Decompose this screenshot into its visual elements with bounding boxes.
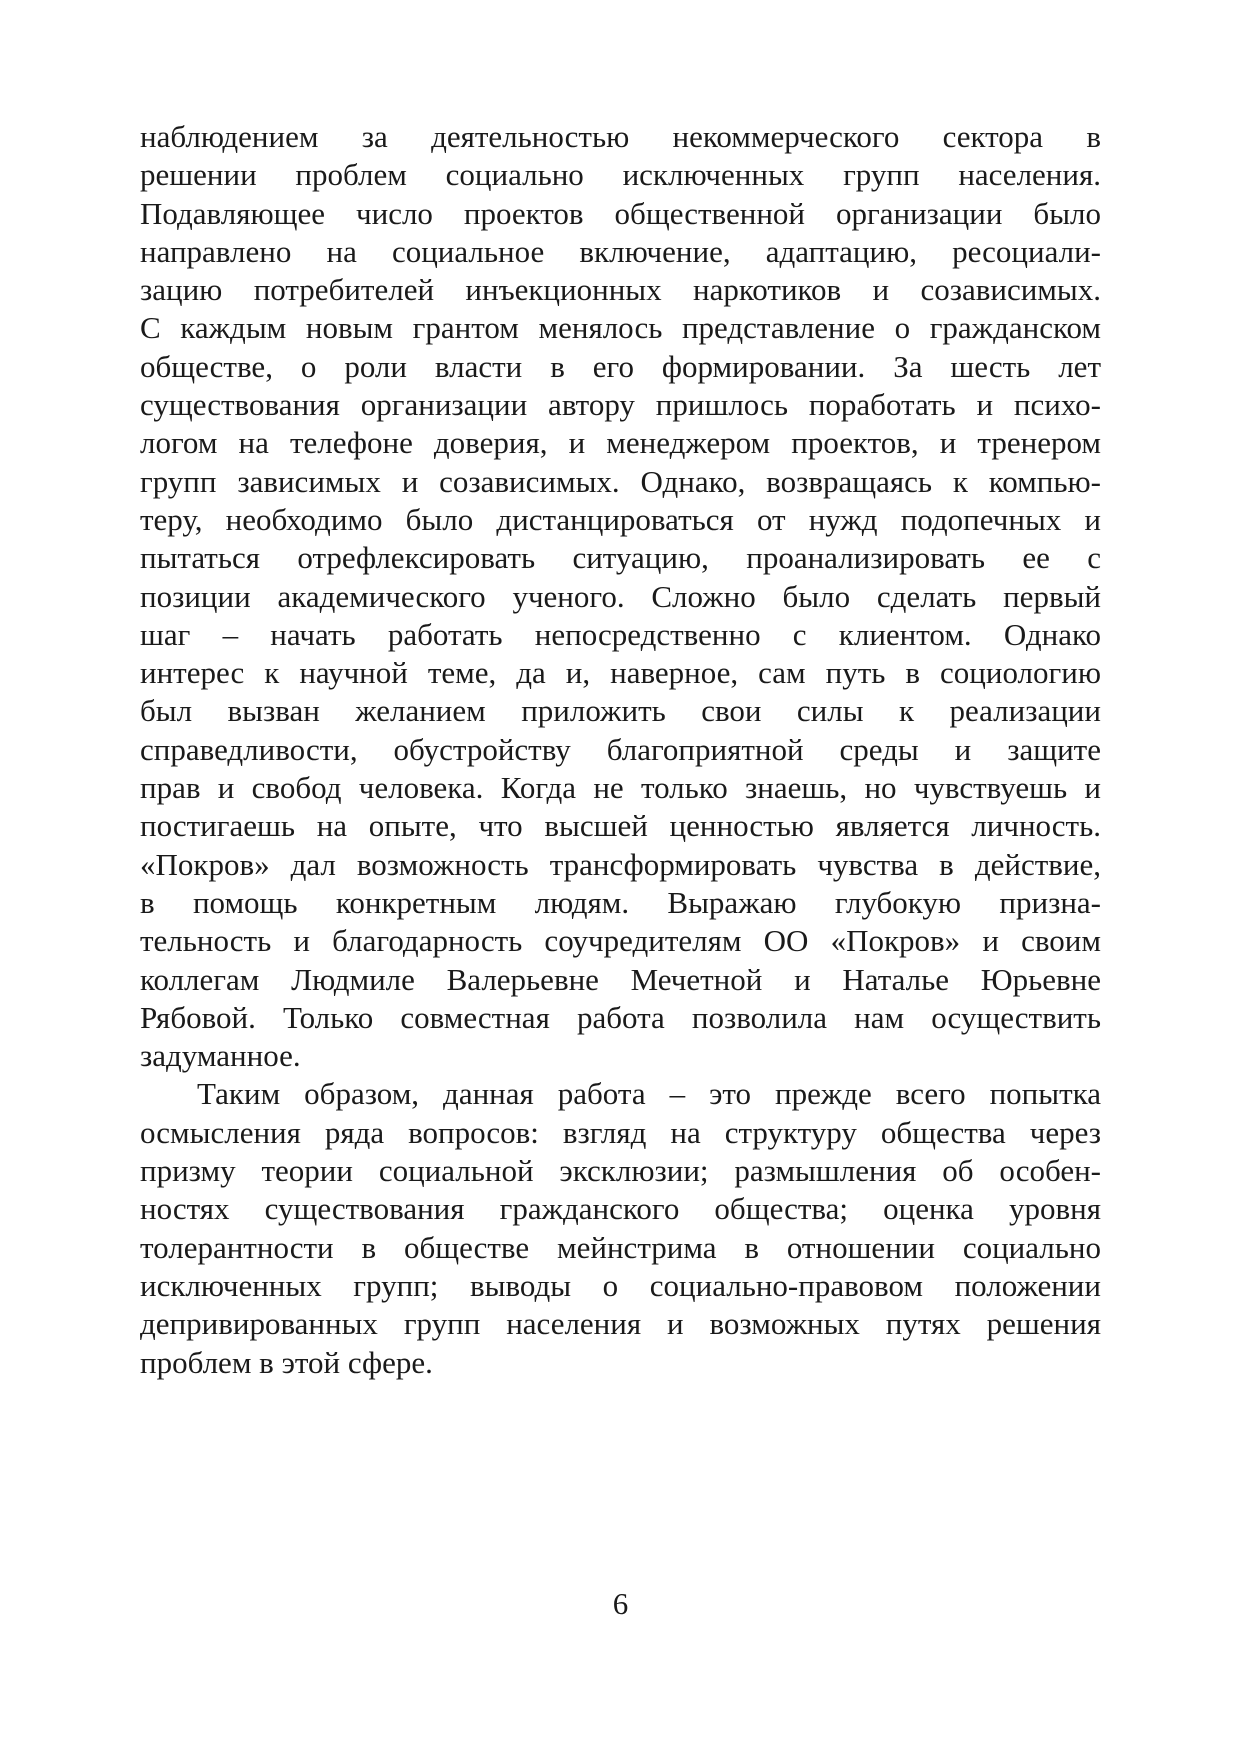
- text-line: толерантности в обществе мейнстрима в отношении социально: [140, 1229, 1101, 1265]
- text-line: существования организации автору пришлось поработать и психо-: [140, 387, 1101, 423]
- text-line: прав и свобод человека. Когда не только знаешь, но чувствуешь и: [140, 770, 1101, 806]
- text-line: позиции академического ученого. Сложно было сделать первый: [140, 578, 1101, 614]
- text-line: зацию потребителей инъекционных наркотиков и созависимых.: [140, 272, 1101, 308]
- text-line: наблюдением за деятельностью некоммерческого сектора в: [140, 119, 1101, 154]
- text-line: теру, необходимо было дистанцироваться от нужд подопечных и: [140, 501, 1101, 537]
- text-line: логом на телефоне доверия, и менеджером проектов, и тренером: [140, 425, 1101, 461]
- body-text: [140, 118, 1101, 1382]
- text-line: групп зависимых и созависимых. Однако, возвращаясь к компью-: [140, 463, 1101, 499]
- text-line: справедливости, обустройству благоприятной среды и защите: [140, 731, 1101, 767]
- page-number: 6: [612, 1586, 629, 1621]
- text-line: Таким образом, данная работа – это прежде всего попытка: [197, 1076, 1101, 1112]
- text-line: С каждым новым грантом менялось представление о гражданском: [140, 310, 1101, 346]
- text-line: интерес к научной теме, да и, наверное, сам путь в социологию: [140, 655, 1101, 691]
- text-line: был вызван желанием приложить свои силы к реализации: [140, 693, 1101, 729]
- text-line: проблем в этой сфере.: [140, 1344, 433, 1380]
- text-line: призму теории социальной эксклюзии; размышления об особен-: [140, 1153, 1101, 1189]
- paragraph-2: [140, 1075, 1101, 1381]
- text-line: коллегам Людмиле Валерьевне Мечетной и Наталье Юрьевне: [140, 961, 1101, 997]
- text-line: «Покров» дал возможность трансформировать чувства в действие,: [140, 846, 1101, 882]
- text-line: ностях существования гражданского общества; оценка уровня: [140, 1191, 1101, 1227]
- text-line: тельность и благодарность соучредителям ОО «Покров» и своим: [140, 923, 1101, 959]
- text-line: Рябовой. Только совместная работа позволила нам осуществить: [140, 999, 1101, 1035]
- text-line: решении проблем социально исключенных групп населения.: [140, 157, 1101, 193]
- text-line: осмысления ряда вопросов: взгляд на структуру общества через: [140, 1114, 1101, 1150]
- text-line: депривированных групп населения и возможных путях решения: [140, 1306, 1101, 1342]
- text-line: Подавляющее число проектов общественной организации было: [140, 195, 1101, 231]
- text-line: задуманное.: [140, 1038, 301, 1074]
- text-line: исключенных групп; выводы о социально-правовом положении: [140, 1267, 1101, 1303]
- text-line: направлено на социальное включение, адаптацию, ресоциали-: [140, 233, 1101, 269]
- text-line: пытаться отрефлексировать ситуацию, проанализировать ее с: [140, 540, 1101, 576]
- text-line: в помощь конкретным людям. Выражаю глубокую призна-: [140, 884, 1101, 920]
- text-line: постигаешь на опыте, что высшей ценностью является личность.: [140, 808, 1101, 844]
- text-line: обществе, о роли власти в его формировании. За шесть лет: [140, 348, 1101, 384]
- paragraph-1: [140, 118, 1101, 1075]
- text-line: шаг – начать работать непосредственно с клиентом. Однако: [140, 616, 1101, 652]
